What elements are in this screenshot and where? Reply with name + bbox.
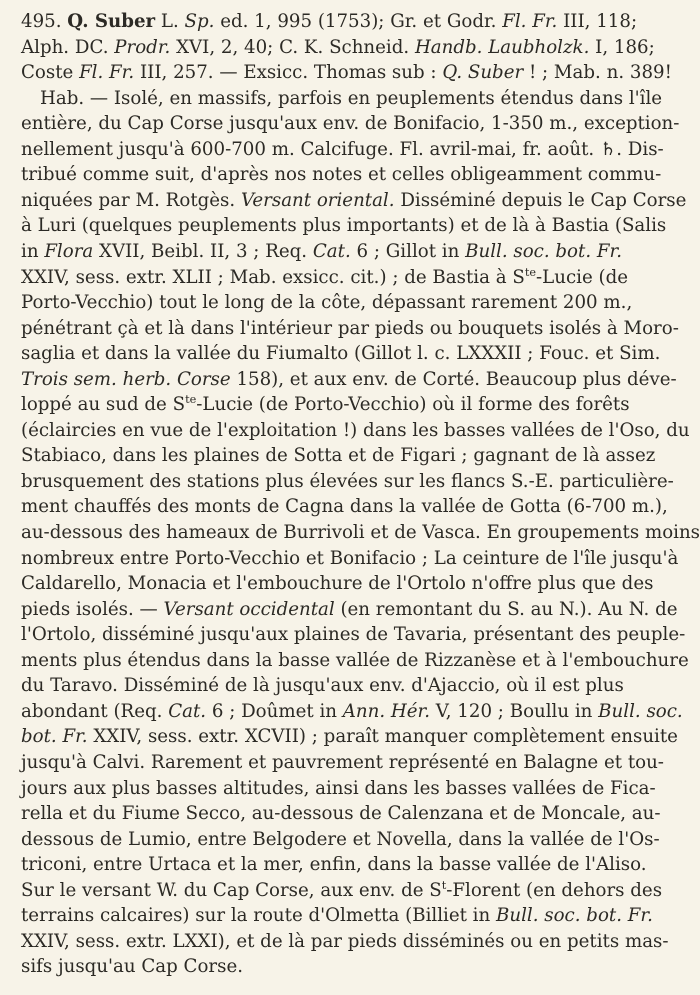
text-segment: triconi, entre Urtaca et la mer, enfin, dans la basse vallée de l'Aliso. [21,854,647,876]
text-line [21,188,687,214]
text-segment: niquées par M. Rotgès. [21,189,241,211]
text-segment: Coste [21,62,80,84]
text-segment: jusqu'à Calvi. Rarement et pauvrement représenté en Balagne et tou- [21,751,664,773]
text-line [21,724,678,750]
italic-reference: Prodr. [114,36,171,58]
text-line [21,597,678,623]
italic-reference: bot. Fr. [21,726,88,748]
text-segment: Disséminé depuis le Cap Corse [394,189,687,211]
text-line [21,622,686,648]
text-segment: III, 118; [557,11,638,32]
italic-reference: Q. Suber [442,62,524,84]
text-segment: jours aux plus basses altitudes, ainsi dans les basses vallées de Fica- [21,777,656,799]
text-segment: sifs jusqu'au Cap Corse. [21,956,243,978]
text-segment: Sur le versant W. du Cap Corse, aux env. de S [21,879,442,901]
text-line [21,827,660,853]
text-line [21,469,674,495]
text-segment: L. [155,11,185,32]
text-segment: Caldarello, Monacia et l'embouchure de l'Ortolo n'offre plus que des [21,573,654,595]
italic-reference: Fl. Fr. [502,11,558,32]
text-segment: nombreux entre Porto-Vecchio et Bonifacio ; La ceinture de l'île jusqu'à [21,547,679,569]
text-segment: Stabiaco, dans les plaines de Sotta et de Figari ; gagnant de là assez [21,445,656,467]
text-segment: rella et du Fiume Secco, au-dessous de Calenzana et de Moncale, au- [21,803,661,825]
text-segment: 495. [21,11,68,32]
text-segment: (en remontant du S. au N.). Au N. de [334,598,678,620]
text-line [21,137,664,163]
text-segment: -Lucie (de Porto-Vecchio) où il forme des forêts [196,394,630,416]
text-line [21,520,700,546]
text-line [21,35,655,61]
text-segment: V, 120 ; Boullu in [430,700,599,722]
text-segment: entière, du Cap Corse jusqu'aux env. de Bonifacio, 1-350 m., exception- [21,113,680,135]
italic-reference: Bull. soc. bot. Fr. [465,240,622,262]
text-line [21,546,679,572]
text-segment: I, 186; [589,36,655,58]
text-line [21,392,630,418]
text-segment: au-dessous des hameaux de Burrivoli et de Vasca. En groupements moins [21,522,700,543]
text-line [21,443,656,469]
text-segment: à Luri (quelques peuplements plus importants) et de là à Bastia (Salis [21,215,667,237]
text-line [21,878,663,904]
text-line [21,162,662,188]
text-line [21,367,677,393]
text-line [21,954,615,980]
text-segment: in [21,240,45,262]
species-name: Q. Suber [67,11,156,32]
text-line [21,673,624,699]
text-segment: Porto-Vecchio) tout le long de la côte, dépassant rarement 200 m., [21,292,633,314]
text-segment: Hab. — Isolé, en massifs, parfois en peuplements étendus dans l'île [40,87,663,109]
text-line [21,239,622,265]
italic-reference: Bull. soc. bot. Fr. [496,905,653,927]
italic-reference: Fl. Fr. [79,62,135,84]
text-line [21,776,656,802]
text-segment: XVI, 2, 40; C. K. Schneid. [170,36,415,58]
text-segment: du Taravo. Disséminé de là jusqu'aux env. d'Ajaccio, où il est plus [21,675,624,697]
text-line [40,86,663,112]
text-segment: 6 ; Doûmet in [206,700,343,722]
text-segment: nellement jusqu'à 600-700 m. Calcifuge. Fl. avril-mai, fr. août. ♄. Dis- [21,138,664,160]
text-line [21,111,680,137]
text-segment: ment chauffés des monts de Cagna dans la vallée de Gotta (6-700 m.), [21,496,668,518]
text-segment: pieds isolés. — [21,598,164,620]
text-segment: t [441,878,447,892]
text-segment: 158), et aux env. de Corté. Beaucoup plus déve- [230,368,677,390]
text-segment: loppé au sud de S [21,394,186,416]
text-line [21,648,689,674]
text-segment: abondant (Req. [21,700,169,722]
text-segment: terrains calcaires) sur la route d'Olmetta (Billiet in [21,905,496,927]
italic-reference: Versant oriental. [240,189,395,211]
text-line [21,571,654,597]
text-segment: XXIV, sess. extr. LXXI), et de là par pieds disséminés ou en petits mas- [21,930,669,952]
text-segment: XXIV, sess. extr. XCVII) ; paraît manquer complètement ensuite [87,726,678,748]
italic-reference: Ann. Hér. [342,700,430,722]
text-segment: saglia et dans la vallée du Fiumalto (Gillot l. c. LXXXII ; Fouc. et Sim. [21,343,661,365]
text-line [21,341,661,367]
text-line [21,852,647,878]
italic-reference: Flora [44,240,94,262]
italic-reference: Trois sem. herb. Corse [21,368,231,390]
italic-reference: Cat. [168,700,207,722]
text-line [21,60,672,86]
text-line [21,418,690,444]
text-segment: l'Ortolo, disséminé jusqu'aux plaines de Tavaria, présentant des peuple- [21,624,686,646]
italic-reference: Sp. [184,11,215,32]
text-line [21,9,638,35]
text-segment: ed. 1, 995 (1753); Gr. et Godr. [214,11,503,32]
text-line [21,801,661,827]
text-line [21,699,683,725]
text-line [21,929,669,955]
text-line [21,213,667,239]
text-segment: -Florent (en dehors des [446,879,663,901]
text-segment: III, 257. — Exsicc. Thomas sub : [134,62,443,84]
text-line [21,903,653,929]
text-line [21,265,629,291]
italic-reference: Handb. Laubholzk. [414,36,590,58]
text-line [21,750,664,776]
text-segment: 6 ; Gillot in [350,240,466,262]
text-segment: te [185,393,197,407]
italic-reference: Versant occidental [163,598,335,620]
text-segment: XXIV, sess. extr. XLII ; Mab. exsicc. cit.) ; de Bastia à S [21,266,525,288]
text-line [21,494,668,520]
text-segment: (éclaircies en vue de l'exploitation !) dans les basses vallées de l'Oso, du [21,419,690,441]
text-segment: ! ; Mab. n. 389! [523,62,672,84]
text-segment: XVII, Beibl. II, 3 ; Req. [93,240,313,262]
text-segment: -Lucie (de [536,266,629,288]
text-segment: tribué comme suit, d'après nos notes et celles obligeamment commu- [21,164,662,186]
text-segment: brusquement des stations plus élevées sur les flancs S.-E. particulière- [21,470,674,492]
text-segment: dessous de Lumio, entre Belgodere et Novella, dans la vallée de l'Os- [21,828,660,850]
italic-reference: Cat. [312,240,351,262]
text-segment: te [524,265,537,279]
text-segment: Alph. DC. [21,36,115,58]
text-segment: pénétrant çà et là dans l'intérieur par pieds ou bouquets isolés à Moro- [21,317,679,339]
text-line [21,316,679,342]
italic-reference: Bull. soc. [598,700,683,722]
text-segment: ments plus étendus dans la basse vallée de Rizzanèse et à l'embouchure [21,649,689,671]
text-line [21,290,633,316]
